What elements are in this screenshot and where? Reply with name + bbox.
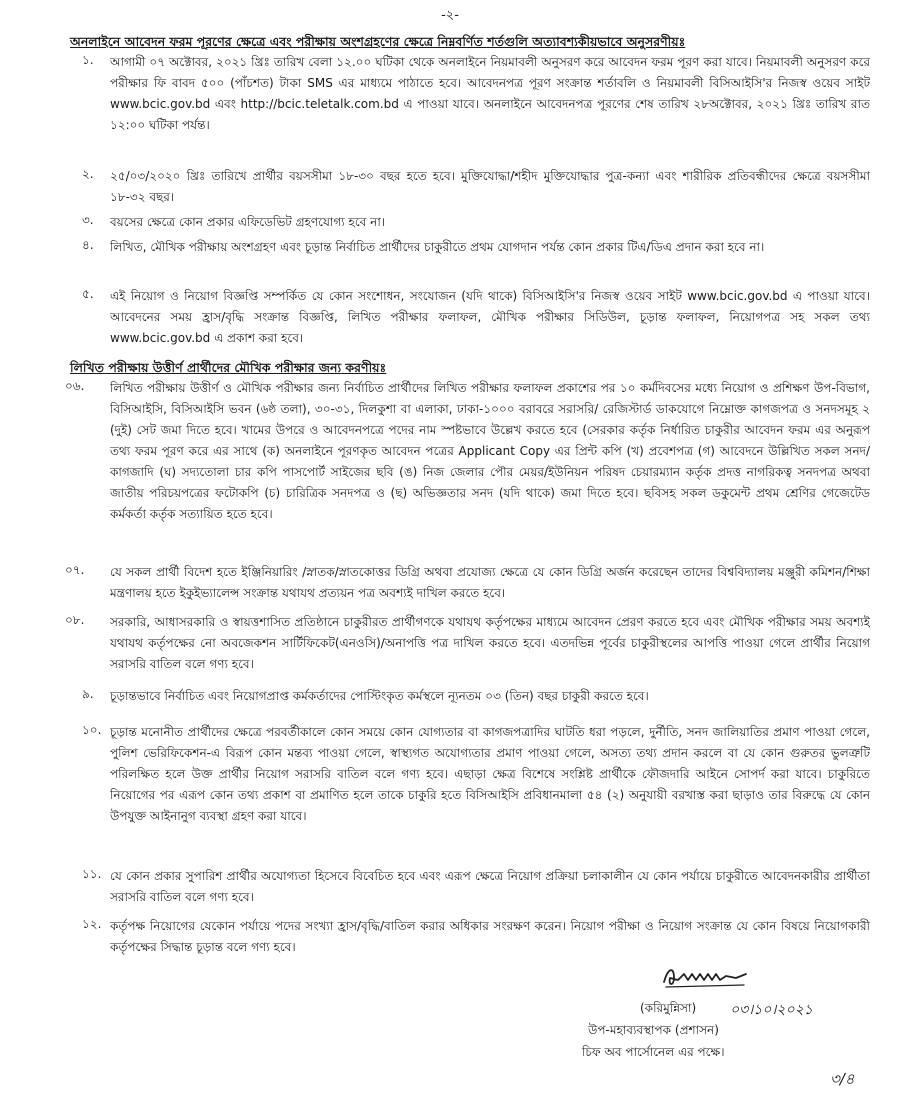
item-number: ৩. [82, 213, 94, 227]
page-number: -২- [441, 8, 459, 23]
signatory-designation: উপ-মহাব্যবস্থাপক (প্রশাসন) [588, 1023, 719, 1037]
page-reference: ৩/৪ [830, 1070, 855, 1088]
item-text: কর্তৃপক্ষ নিয়োগের যেকোন পর্যায়ে পদের সংখ্যা হ্রাস/বৃদ্ধি/বাতিল করার অধিকার সংরক্ষণ করেন। নিয়োগ পরীক্ষা ও নিয়োগ সংক্রান্ত যে কোন বিষয়ে নিয়োগকারী কর্তৃপক্ষের সিদ্ধান্ত চূড়ান্ত বলে গণ্য হবে। [110, 919, 870, 954]
item-text: ২৫/০৩/২০২০ খ্রিঃ তারিখে প্রার্থীর বয়সসীমা ১৮-৩০ বছর হতে হবে। মুক্তিযোদ্ধা/শহীদ মুক্তিযোদ্ধার পুত্র-কন্যা এবং শারীরিক প্রতিবন্ধীদের ক্ষেত্রে বয়সসীমা ১৮-৩২ বছর। [110, 169, 870, 204]
item-text: বয়সের ক্ষেত্রে কোন প্রকার এফিডেভিট গ্রহণযোগ্য হবে না। [110, 215, 386, 229]
section-heading-viva-requirements: লিখিত পরীক্ষায় উত্তীর্ণ প্রার্থীদের মৌখিক পরীক্ষার জন্য করণীয়ঃ [70, 360, 387, 375]
item-text: লিখিত, মৌখিক পরীক্ষায় অংশগ্রহণ এবং চূড়ান্ত নির্বাচিত প্রার্থীদের চাকুরীতে প্রথম যোগদান পর্যন্ত কোন প্রকার টিএ/ডিএ প্রদান করা হবে না। [110, 240, 765, 254]
item-number: ১২. [82, 917, 102, 931]
item-text: যে সকল প্রার্থী বিদেশ হতে ইঞ্জিনিয়ারিং /স্নাতক/স্নাতকোত্তর ডিগ্রি অথবা প্রযোজ্য ক্ষেত্রে যে কোন ডিগ্রি অর্জন করেছেন তাদের বিশ্ববিদ্যালয় মঞ্জুরী কমিশন/শিক্ষা মন্ত্রণালয় হতে ইকুইভ্যালেন্স সংক্রান্ত যথাযথ প্রত্যয়ন পত্র অবশ্যই দাখিল করতে হবে। [110, 565, 870, 600]
item-text: আগামী ০৭ অক্টোবর, ২০২১ খ্রিঃ তারিখ বেলা ১২.০০ ঘটিকা থেকে অনলাইনে নিয়মাবলী অনুসরণ করে আবেদন ফরম পূরণ করা যাবে। নিয়মাবলী অনুসরণ করে পরীক্ষার ফি বাবদ ৫০০ (পাঁচশত) টাকা SMS এর মাধ্যমে পাঠাতে হবে। আবেদনপত্র পূরণ সংক্রান্ত শর্তাবলি ও নিয়মাবলী বিসিআইসি'র নিজস্ব ওয়েব সাইট www.bcic.gov.bd এবং http://bcic.teletalk.com.bd এ পাওয়া যাবে। অনলাইনে আবেদনপত্র পূরণের শেষ তারিখ ২৮অক্টোবর, ২০২১ খ্রিঃ তারিখ রাত ১২:০০ ঘটিকা পর্যন্ত। [110, 55, 870, 132]
item-number: ২. [82, 167, 94, 181]
item-number: ১১. [82, 867, 102, 881]
item-text: যে কোন প্রকার সুপারিশ প্রার্থীর অযোগ্যতা হিসেবে বিবেচিত হবে এবং এরূপ ক্ষেত্রে নিয়োগ প্রক্রিয়া চলাকালীন যে কোন পর্যায়ে চাকুরীতে আবেদনকারীর প্রার্থীতা সরাসরি বাতিল বলে গণ্য হবে। [110, 869, 870, 904]
signatory-on-behalf: চিফ অব পার্সোনেল এর পক্ষে। [582, 1045, 725, 1059]
item-number: ৪. [82, 238, 94, 252]
item-text: চূড়ান্তভাবে নির্বাচিত এবং নিয়োগপ্রাপ্ত কর্মকর্তাদের পোস্টিংকৃত কর্মস্থলে ন্যূনতম ০৩ (তিন) বছর চাকুরী করতে হবে। [110, 689, 649, 703]
item-number: ০৮. [65, 613, 85, 627]
signature-date: ০৩।১০।২০২১ [730, 1002, 813, 1018]
item-number: ১. [82, 53, 94, 67]
item-text: চূড়ান্ত মনোনীত প্রার্থীদের ক্ষেত্রে পরবর্তীকালে কোন সময়ে কোন যোগ্যতার বা কাগজপত্রাদির ঘাটতি ধরা পড়লে, দুর্নীতি, সনদ জালিয়াতির প্রমাণ পাওয়া গেলে, পুলিশ ভেরিফিকেশন-এ বিরূপ কোন মন্তব্য পাওয়া গেলে, স্বাস্থ্যগত অযোগ্যতার প্রমাণ পাওয়া গেলে, অসত্য তথ্য প্রদান করলে বা যে কোন গুরুতর ভুলত্রুটি পরিলক্ষিত হলে উক্ত প্রার্থীর নিয়োগ সরাসরি বাতিল বলে গণ্য হবে। এছাড়া ক্ষেত্র বিশেষে সংশ্লিষ্ট প্রার্থীকে ফৌজদারি আইনে সোপর্দ করা যাবে। চাকুরিতে নিয়োগের পর এরূপ কোন তথ্য প্রকাশ বা প্রমাণিত হলে তাকে চাকুরি হতে বিসিআইসি প্রবিধানমালা ৫৪ (২) অনুযায়ী বরখাস্ত করা ছাড়াও তার বিরুদ্ধে যে কোন উপযুক্ত আইনানুগ ব্যবস্থা গ্রহণ করা যাবে। [110, 725, 870, 823]
signatory-name: (করিমুন্নিসা) [640, 1001, 697, 1015]
item-number: ৫. [82, 287, 94, 301]
item-number: ৯. [82, 687, 94, 701]
handwritten-signature [660, 960, 750, 994]
item-number: ১০. [82, 723, 102, 737]
section-heading-online-application: অনলাইনে আবেদন ফরম পূরণের ক্ষেত্রে এবং পরীক্ষায় অংশগ্রহণের ক্ষেত্রে নিম্নবর্ণিত শর্তগুলি অত্যাবশ্যকীয়ভাবে অনুসরণীয়ঃ [70, 34, 686, 49]
item-text: সরকারি, আধাসরকারি ও স্বায়ত্তশাসিত প্রতিষ্ঠানে চাকুরীরত প্রার্থীগণকে যথাযথ কর্তৃপক্ষের মাধ্যমে আবেদন প্রেরণ করতে হবে এবং মৌখিক পরীক্ষার সময় অবশ্যই যথাযথ কর্তৃপক্ষের নো অবজেকশন সার্টিফিকেট(এনওসি)/অনাপত্তি পত্র দাখিল করতে হবে। এতদভিন্ন পূর্বের চাকুরীস্থলের আপত্তি পাওয়া গেলে প্রার্থীর নিয়োগ সরাসরি বাতিল বলে গণ্য হবে। [110, 615, 870, 671]
item-number: ০৬. [65, 379, 85, 393]
item-number: ০৭. [65, 563, 85, 577]
item-text: এই নিয়োগ ও নিয়োগ বিজ্ঞপ্তি সম্পর্কিত যে কোন সংশোধন, সংযোজন (যদি থাকে) বিসিআইসি'র নিজস্ব ওয়েব সাইট www.bcic.gov.bd এ পাওয়া যাবে। আবেদনের সময় হ্রাস/বৃদ্ধি সংক্রান্ত বিজ্ঞপ্তি, লিখিত পরীক্ষার ফলাফল, মৌখিক পরীক্ষার সিডিউল, চূড়ান্ত ফলাফল, নিয়োগপত্র সহ সকল তথ্য www.bcic.gov.bd এ প্রকাশ করা হবে। [110, 289, 870, 345]
item-text: লিখিত পরীক্ষায় উত্তীর্ণ ও মৌখিক পরীক্ষার জন্য নির্বাচিত প্রার্থীদের লিখিত পরীক্ষার ফলাফল প্রকাশের পর ১০ কর্মদিবসের মধ্যে নিয়োগ ও প্রশিক্ষণ উপ-বিভাগ, বিসিআইসি, বিসিআইসি ভবন (৬ষ্ঠ তলা), ৩০-৩১, দিলকুশা বা এলাকা, ঢাকা-১০০০ বরাবরে সরাসরি/ রেজিস্টার্ড ডাকযোগে নিম্নোক্ত কাগজপত্র ও সনদসমূহ ২ (দুই) সেট জমা দিতে হবে। খামের উপরে ও আবেদনপত্রে পদের নাম স্পষ্টভাবে উল্লেখ করতে হবে (সেরকার কর্তৃক নির্ধারিত চাকুরীর আবেদন ফরম এর অনুরূপ তথ্য ফরম পূরণ করে এর সাথে (ক) অনলাইনে পূরণকৃত আবেদন পত্রের Applicant Copy এর প্রিন্ট কপি (খ) প্রবেশপত্র (গ) আবেদনে উল্লিখিত সকল সনদ/কাগজাদি (ঘ) সদ্যতোলা চার কপি পাসপোর্ট সাইজের ছবি (ঙ) নিজ জেলার পৌর মেয়র/ইউনিয়ন পরিষদ চেয়ারম্যান কর্তৃক প্রদত্ত নাগরিকত্ব সনদপত্র অথবা জাতীয় পরিচয়পত্রের ফটোকপি (চ) চারিত্রিক সনদপত্র ও (ছ) অভিজ্ঞতার সনদ (যদি থাকে) জমা দিতে হবে। ছবিসহ সকল ডকুমেন্ট প্রথম শ্রেণির গেজেটেড কর্মকর্তা কর্তৃক সত্যায়িত হতে হবে। [110, 381, 870, 521]
